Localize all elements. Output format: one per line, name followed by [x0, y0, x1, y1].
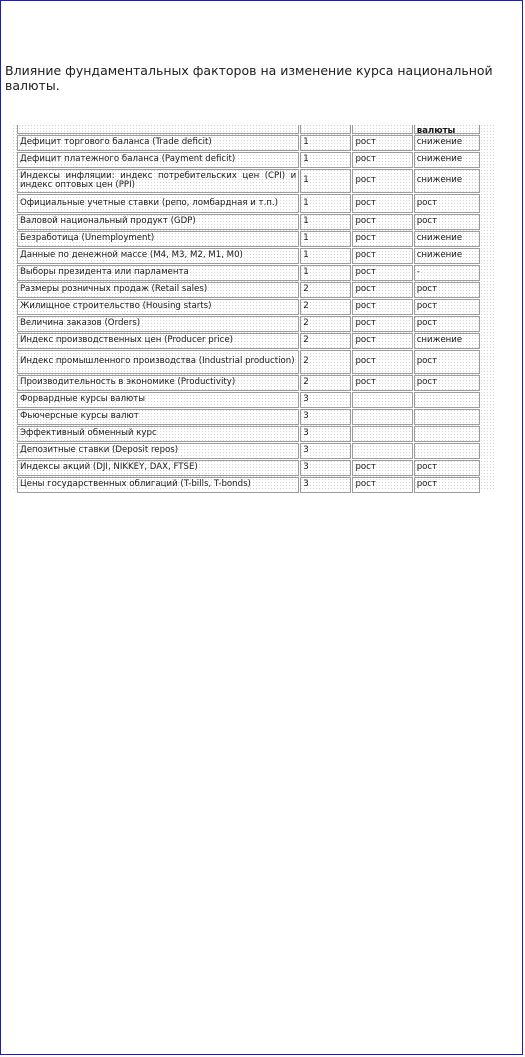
priority-cell: 1	[300, 169, 351, 193]
table-row	[17, 477, 480, 493]
priority-cell: 1	[300, 231, 351, 247]
header-cell	[17, 125, 299, 134]
priority-cell: 3	[300, 426, 351, 442]
currency-change-cell: снижение	[414, 169, 480, 193]
currency-change-cell: снижение	[414, 135, 480, 151]
table-row	[17, 316, 480, 332]
indicator-change-cell: рост	[352, 265, 412, 281]
currency-change-cell: рост	[414, 214, 480, 230]
table-row	[17, 282, 480, 298]
table-row	[17, 409, 480, 425]
priority-cell: 3	[300, 409, 351, 425]
priority-cell: 2	[300, 375, 351, 391]
priority-cell: 1	[300, 135, 351, 151]
priority-cell: 2	[300, 299, 351, 315]
factor-cell: Выборы президента или парламента	[17, 265, 299, 281]
factor-cell: Величина заказов (Orders)	[17, 316, 299, 332]
indicator-change-cell: рост	[352, 477, 412, 493]
currency-change-cell: -	[414, 265, 480, 281]
factor-cell: Индексы инфляции: индекс потребительских цен (CPI) и индекс оптовых цен (PPI)	[17, 169, 299, 193]
table-row	[17, 231, 480, 247]
priority-cell: 2	[300, 316, 351, 332]
table-row	[17, 426, 480, 442]
table-row	[17, 392, 480, 408]
priority-cell: 1	[300, 248, 351, 264]
indicator-change-cell: рост	[352, 375, 412, 391]
factor-cell: Дефицит торгового баланса (Trade deficit)	[17, 135, 299, 151]
factor-cell: Дефицит платежного баланса (Payment deficit)	[17, 152, 299, 168]
currency-change-cell: рост	[414, 477, 480, 493]
priority-cell: 1	[300, 152, 351, 168]
currency-change-cell: снижение	[414, 152, 480, 168]
currency-change-cell: снижение	[414, 231, 480, 247]
header-fragment: валюты	[416, 126, 456, 134]
indicator-change-cell: рост	[352, 214, 412, 230]
factor-cell: Безработица (Unemployment)	[17, 231, 299, 247]
indicator-change-cell: рост	[352, 169, 412, 193]
currency-change-cell: рост	[414, 460, 480, 476]
factor-cell: Валовой национальный продукт (GDP)	[17, 214, 299, 230]
table-row	[17, 214, 480, 230]
indicator-change-cell	[352, 409, 412, 425]
factor-cell: Официальные учетные ставки (репо, ломбардная и т.п.)	[17, 194, 299, 213]
currency-change-cell: рост	[414, 299, 480, 315]
indicator-change-cell: рост	[352, 231, 412, 247]
factor-cell: Форвардные курсы валюты	[17, 392, 299, 408]
indicator-change-cell: рост	[352, 248, 412, 264]
factor-cell: Размеры розничных продаж (Retail sales)	[17, 282, 299, 298]
factor-cell: Депозитные ставки (Deposit repos)	[17, 443, 299, 459]
factor-cell: Данные по денежной массе (M4, M3, M2, M1, M0)	[17, 248, 299, 264]
table-header-row	[17, 125, 480, 134]
currency-change-cell	[414, 426, 480, 442]
priority-cell: 2	[300, 333, 351, 349]
factor-cell: Фьючерсные курсы валют	[17, 409, 299, 425]
table-row	[17, 299, 480, 315]
table-row	[17, 152, 480, 168]
table-row	[17, 135, 480, 151]
header-cell	[352, 125, 412, 134]
factor-cell: Индекс промышленного производства (Industrial production)	[17, 350, 299, 374]
indicator-change-cell: рост	[352, 299, 412, 315]
priority-cell: 1	[300, 194, 351, 213]
priority-cell: 1	[300, 265, 351, 281]
factors-table	[16, 124, 481, 494]
currency-change-cell: рост	[414, 316, 480, 332]
table-row	[17, 265, 480, 281]
indicator-change-cell: рост	[352, 350, 412, 374]
priority-cell: 1	[300, 214, 351, 230]
header-cell	[414, 125, 480, 134]
currency-change-cell: рост	[414, 194, 480, 213]
table-row	[17, 169, 480, 193]
indicator-change-cell: рост	[352, 152, 412, 168]
table-row	[17, 333, 480, 349]
currency-change-cell	[414, 443, 480, 459]
currency-change-cell	[414, 392, 480, 408]
currency-change-cell: рост	[414, 282, 480, 298]
priority-cell: 3	[300, 477, 351, 493]
indicator-change-cell	[352, 426, 412, 442]
table-row	[17, 248, 480, 264]
table-row	[17, 375, 480, 391]
priority-cell: 3	[300, 460, 351, 476]
indicator-change-cell: рост	[352, 135, 412, 151]
priority-cell: 2	[300, 350, 351, 374]
indicator-change-cell: рост	[352, 333, 412, 349]
factor-cell: Производительность в экономике (Productivity)	[17, 375, 299, 391]
indicator-change-cell: рост	[352, 460, 412, 476]
factor-cell: Цены государственных облигаций (T-bills, T-bonds)	[17, 477, 299, 493]
currency-change-cell: рост	[414, 350, 480, 374]
table-row	[17, 350, 480, 374]
table-row	[17, 443, 480, 459]
indicator-change-cell: рост	[352, 316, 412, 332]
currency-change-cell: рост	[414, 375, 480, 391]
priority-cell: 2	[300, 282, 351, 298]
table-row	[17, 460, 480, 476]
currency-change-cell	[414, 409, 480, 425]
factor-cell: Эффективный обменный курс	[17, 426, 299, 442]
currency-change-cell: снижение	[414, 333, 480, 349]
document-heading: Влияние фундаментальных факторов на изменение курса национальной валюты.	[5, 63, 493, 93]
priority-cell: 3	[300, 392, 351, 408]
indicator-change-cell	[352, 443, 412, 459]
header-cell	[300, 125, 351, 134]
table-row	[17, 194, 480, 213]
indicator-change-cell	[352, 392, 412, 408]
indicator-change-cell: рост	[352, 194, 412, 213]
indicator-change-cell: рост	[352, 282, 412, 298]
priority-cell: 3	[300, 443, 351, 459]
factor-cell: Жилищное строительство (Housing starts)	[17, 299, 299, 315]
factors-table-image	[12, 124, 494, 489]
factor-cell: Индекс производственных цен (Producer price)	[17, 333, 299, 349]
factor-cell: Индексы акций (DJI, NIKKEY, DAX, FTSE)	[17, 460, 299, 476]
currency-change-cell: снижение	[414, 248, 480, 264]
